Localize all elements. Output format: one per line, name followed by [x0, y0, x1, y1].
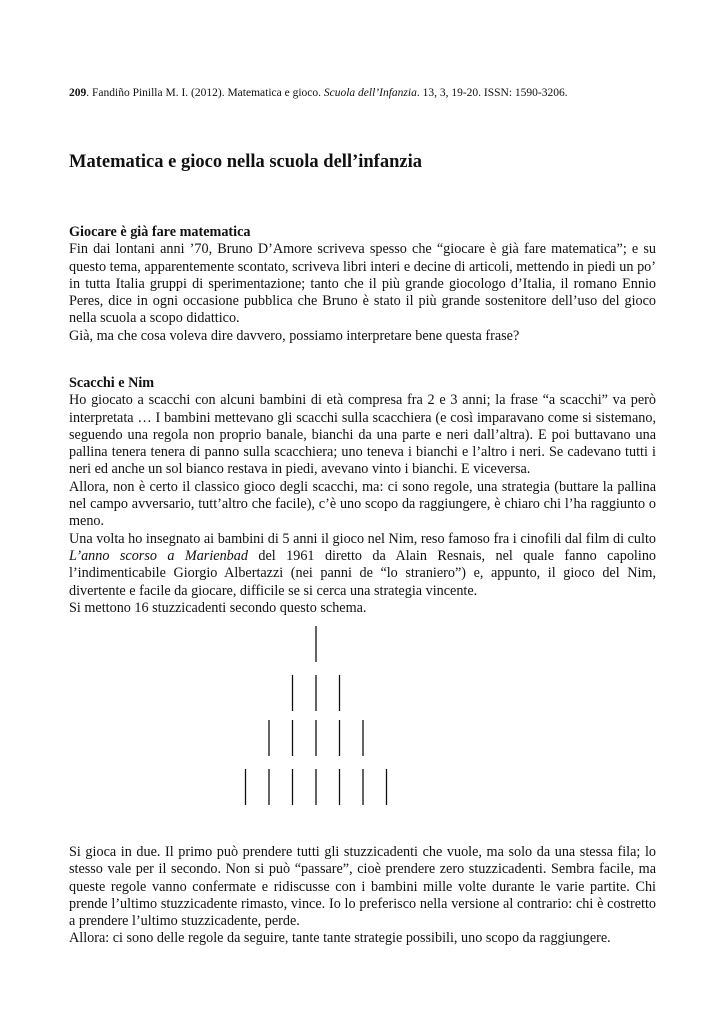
citation-line — [69, 86, 669, 100]
paragraph: Allora, non è certo il classico gioco degli scacchi, ma: ci sono regole, una strategia (buttare la pallina nel campo avversario, tutt’altro che facile), c’è uno scopo da raggiungere, è chiaro chi l’ha raggiunto o meno. — [69, 478, 656, 530]
paragraph — [69, 531, 656, 600]
paragraph: Già, ma che cosa voleva dire davvero, possiamo interpretare bene questa frase? — [69, 327, 520, 344]
citation-text: . Fandiño Pinilla M. I. (2012). Matematica e gioco. — [86, 87, 324, 99]
section-giocare — [69, 224, 656, 345]
film-title: L’anno scorso a Marienbad — [69, 547, 248, 564]
paragraph: Ho giocato a scacchi con alcuni bambini di età compresa fra 2 e 3 anni; la frase “a scacchi” va però interpretata … I bambini mettevano gli scacchi sulla scacchiera (e così imparavano come si sistemano, seguendo una regola non proprio banale, bianchi da una parte e neri dall’altra). E poi buttavano una pallina tenera tenera di panno sulla scacchiera; uno teneva i bianchi e l’altro i neri. Se cadevano tutti i neri ed anche un sol bianco restava in piedi, avevano vinto i bianchi. E viceversa. — [69, 392, 656, 478]
paragraph: Si gioca in due. Il primo può prendere tutti gli stuzzicadenti che vuole, ma solo da una stessa fila; lo stesso vale per il secondo. Non si può “passare”, cioè prendere zero stuzzicadenti. Sembra facile, ma queste regole vanno confermate e ridiscusse con i bambini mille volte durante le varie partite. Chi prende l’ultimo stuzzicadente rimasto, vince. Io lo preferisco nella versione al contrario: chi è costretto a prendere l’ultimo stuzzicadente, perde. — [69, 844, 656, 930]
section-scacchi-nim — [69, 375, 656, 617]
citation-number: 209 — [69, 87, 87, 99]
paragraph: Fin dai lontani anni ’70, Bruno D’Amore scriveva spesso che “giocare è già fare matematica”; e su questo tema, apparentemente scontato, scriveva libri interi e decine di articoli, mettendo in piedi un po’ in tutta Italia gruppi di sperimentazione; tanto che il più grande giocologo d’Italia, il romano Ennio Peres, dice in ogni occasione pubblica che Bruno è stato il più grande sostenitore dell’uso del gioco nella scuola a scopo didattico. — [69, 241, 656, 327]
paragraph-text: Una volta ho insegnato ai bambini di 5 anni il gioco nel Nim, reso famoso fra i cinofili dal film di culto — [69, 530, 656, 547]
section-rules — [69, 844, 656, 948]
paragraph-text: del 1961 diretto da Alain Resnais, nel quale fanno capolino l’indimenticabile Giorgio Albertazzi (nei panni de “lo straniero”) e, appunto, il gioco del Nim, divertente e facile da giocare, difficile se si cerca una strategia vincente. — [69, 547, 657, 599]
section-heading: Giocare è già fare matematica — [69, 224, 251, 240]
paragraph: Allora: ci sono delle regole da seguire, tante tante strategie possibili, uno scopo da raggiungere. — [69, 930, 611, 947]
citation-journal: Scuola dell’Infanzia — [323, 87, 417, 99]
citation-details: . 13, 3, 19-20. ISSN: 1590-3206. — [416, 87, 568, 99]
paragraph: Si mettono 16 stuzzicadenti secondo questo schema. — [69, 599, 367, 616]
document-title: Matematica e gioco nella scuola dell’infanzia — [69, 152, 422, 172]
section-heading: Scacchi e Nim — [69, 375, 155, 391]
